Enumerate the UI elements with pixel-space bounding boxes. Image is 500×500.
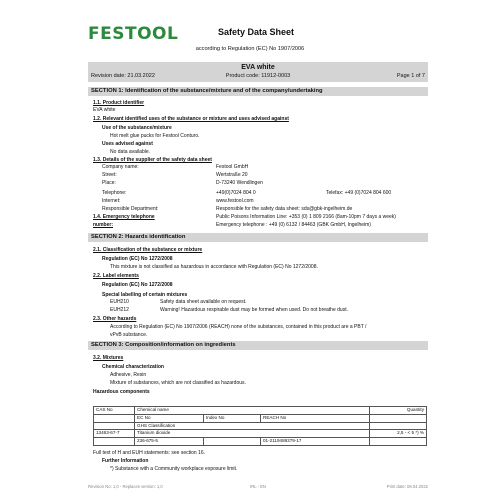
further-label: Further Information [102,458,149,464]
reg2-label: Regulation (EC) No 1272/2008 [102,282,173,288]
hazardous-components-table [93,406,427,446]
document-title: Safety Data Sheet [218,27,295,37]
cell-cas: 13463-67-7 [94,430,135,438]
s32-title: 3.2. Mixtures [93,355,124,361]
product-bar [88,62,428,82]
advised-label: Uses advised against [102,141,153,147]
fulltext-note: Full text of H and EUH statements: see section 16. [93,450,205,456]
euh210-text: Safety data sheet available on request. [160,299,247,305]
advised-value: No data available. [110,149,151,155]
supplier-label: Responsible Department: [102,206,159,212]
header-ghs: GHS Classification [135,422,370,430]
footer-language: IRL - EN [250,484,266,489]
s11-title: 1.1. Product identifier [93,100,145,106]
footer-print-date: Print date: 08.04.2022 [386,484,428,489]
s14-value: Public Poisons Information Line: +353 (0) 1 809 2166 (8am-10pm 7 days a week) [216,214,396,220]
special-label: Special labelling of certain mixtures [102,292,188,298]
header-quantity: Quantity [370,407,427,415]
s14-title: 1.4. Emergency telephone [93,214,155,220]
euh212-text: Warning! Hazardous respirable dust may be formed when used. Do not breathe dust. [160,307,348,313]
footer-revision: Revision No: 1,0 - Replaces version: 1,0 [88,484,163,489]
section1-heading: SECTION 1: Identification of the substance/mixture and of the company/undertaking [88,87,428,96]
s12-title: 1.2. Relevant identified uses of the substance or mixture and uses advised against [93,116,289,122]
s11-value: EVA white [93,107,116,113]
cell-chemical-name: Titanium dioxide [135,430,370,438]
table-row [94,438,427,446]
supplier-label: Company name: [102,164,139,170]
supplier-label: Telephone: [102,190,127,196]
header-index: Index No [204,414,261,422]
reg-value: This mixture is not classified as hazardous in accordance with Regulation (EC) No 1272/2008. [110,264,318,270]
euh212-code: EUH212 [110,307,129,313]
cell-ec: 236-675-5 [135,438,204,446]
table-header-row [94,414,427,422]
s23-value: vPvB substance. [110,332,148,338]
s23-value: According to Regulation (EC) No 1907/2006 (REACH) none of the substances, contained in this product are a PBT / [110,324,367,330]
header-cas: CAS No [94,407,135,415]
page-number: Page 1 of 7 [396,73,425,79]
s21-title: 2.1. Classification of the substance or mixture [93,247,203,253]
table-row [94,430,427,438]
supplier-label: Street: [102,172,117,178]
header-ec: EC No [135,414,204,422]
use-value: Hot melt glue pucks for Festool Conturo. [110,133,200,139]
supplier-value: Wertstraße 20 [216,172,248,178]
telefax: Telefax: +49 (0)7024 804 600 [326,190,392,196]
use-label: Use of the substance/mixture [102,125,172,131]
supplier-value: Festool GmbH [216,164,249,170]
table-header-row [94,407,427,415]
document-subtitle: according to Regulation (EC) No 1907/2006 [195,46,305,52]
section2-heading: SECTION 2: Hazards identification [88,233,428,242]
cell-reach: 01-2119489379-17 [261,438,370,446]
supplier-label: Place: [102,180,116,186]
supplier-label: Internet: [102,198,121,204]
chem-value: Mixture of substances, which are not classified as hazardous. [110,380,246,386]
revision-date: Revision date: 21.03.2022 [91,73,155,79]
s14-title-cont: number: [93,222,113,228]
s22-title: 2.2. Label elements [93,273,139,279]
s13-title: 1.3. Details of the supplier of the safety data sheet [93,157,212,163]
supplier-value: www.festool.com [216,198,254,204]
product-code: Product code: 11912-0003 [225,73,291,79]
header-chemical-name: Chemical name [135,407,370,415]
supplier-value: D-73240 Wendlingen [216,180,263,186]
supplier-value: Responsible for the safety data sheet: sds@gbk-ingelheim.de [216,206,353,212]
chem-value: Adhesive, Resin [110,372,147,378]
section3-heading: SECTION 3: Composition/information on ingredients [88,341,428,350]
chem-label: Chemical characterization [102,364,164,370]
cell-quantity: 2,5 - < 5 *) % [370,430,427,438]
s23-title: 2.3. Other hazards [93,316,137,322]
header-reach: REACH No [261,414,370,422]
table-header-row [94,422,427,430]
supplier-value: +49(0)7024 804 0 [216,190,256,196]
reg-label: Regulation (EC) No 1272/2008 [102,256,173,262]
euh210-code: EUH210 [110,299,129,305]
festool-logo: FESTOOL [88,24,179,44]
further-value: *) Substance with a Community workplace exposure limit. [110,466,238,472]
hazardous-components-label: Hazardous components [93,389,150,395]
s14-value: Emergency telephone : +49 (0) 6132 / 84463 (GBK GmbH, Ingelheim) [216,222,371,228]
product-name: EVA white [241,64,275,71]
